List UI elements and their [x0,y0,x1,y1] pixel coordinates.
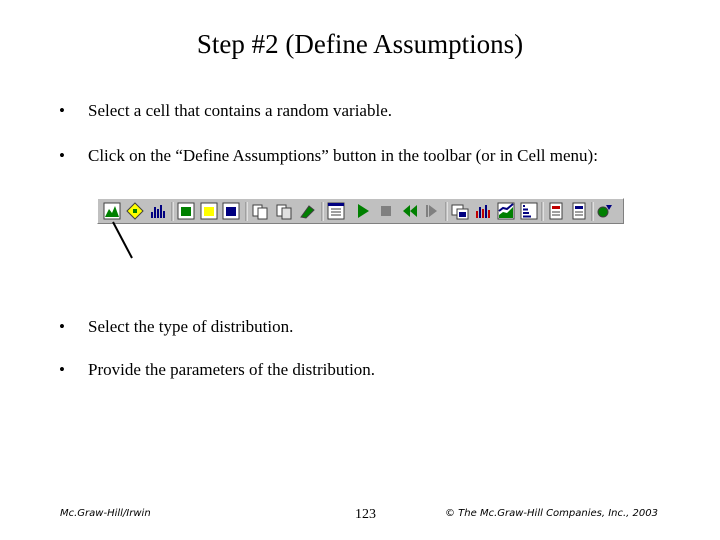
bullet-item-2 [59,145,598,167]
copy-data-icon[interactable] [253,205,267,219]
run-preferences-icon[interactable] [328,203,344,219]
bullet-text-1: Select a cell that contains a random variable. [88,101,392,120]
sensitivity-chart-icon[interactable] [521,203,537,219]
bullet-marker: • [59,101,65,120]
bullet-item-1 [59,100,392,122]
bullet-marker: • [59,360,65,379]
forecast-windows-icon[interactable] [452,205,468,219]
footer-publisher: Mc.Graw-Hill/Irwin [60,508,151,519]
start-simulation-icon[interactable] [358,204,369,218]
bullet-text-4: Provide the parameters of the distribution. [88,360,376,379]
bullet-text-3: Select the type of distribution. [88,317,294,336]
extract-data-icon[interactable] [573,203,585,219]
select-decisions-icon[interactable] [201,203,217,219]
single-step-icon[interactable] [427,205,437,217]
define-assumption-icon[interactable] [104,203,120,219]
paste-data-icon[interactable] [277,205,291,219]
bullet-item-4 [59,359,375,381]
select-assumptions-icon[interactable] [178,203,194,219]
bullet-marker: • [59,317,65,336]
overlay-chart-icon[interactable] [476,205,490,218]
bullet-marker: • [59,146,65,165]
stop-simulation-icon[interactable] [381,206,391,216]
create-report-icon[interactable] [550,203,562,219]
select-forecasts-icon[interactable] [223,203,239,219]
reset-simulation-icon[interactable] [403,205,417,217]
help-icon[interactable] [598,205,612,217]
crystal-ball-toolbar [97,198,624,224]
page-number: 123 [355,507,376,522]
clear-data-icon[interactable] [301,206,314,218]
toolbar-icons [98,199,625,225]
footer-copyright: © The Mc.Graw-Hill Companies, Inc., 2003 [445,508,658,519]
define-forecast-icon[interactable] [151,205,165,218]
define-decision-icon[interactable] [127,203,143,219]
trend-chart-icon[interactable] [498,203,514,219]
bullet-item-3 [59,316,293,338]
bullet-text-2: Click on the “Define Assumptions” button in the toolbar (or in Cell menu): [88,146,598,165]
slide-title: Step #2 (Define Assumptions) [196,29,524,59]
